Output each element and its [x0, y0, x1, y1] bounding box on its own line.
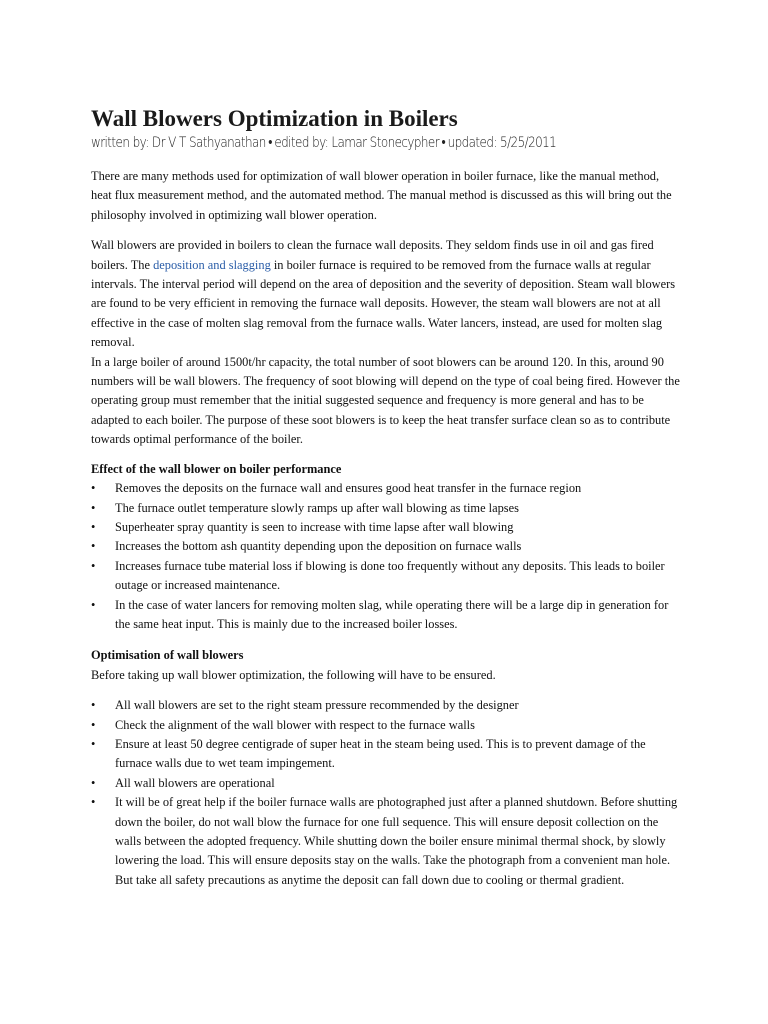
wall-blowers-paragraph — [91, 236, 681, 352]
bullet: • — [91, 736, 96, 751]
list-item: • Removes the deposits on the furnace wall and ensures good heat transfer in the furnace region — [91, 479, 681, 498]
bullet: • — [91, 698, 96, 713]
byline-author: written by: Dr V T Sathyanathan — [91, 134, 266, 151]
bullet: • — [91, 597, 96, 612]
list-item: • All wall blowers are operational — [91, 774, 681, 793]
list-item: • Ensure at least 50 degree centigrade of super heat in the steam being used. This is to prevent damage of the furnace walls due to wet team impingement. — [91, 736, 646, 771]
list-item: • All wall blowers are set to the right steam pressure recommended by the designer — [91, 696, 681, 715]
byline-updated: updated: 5/25/2011 — [447, 134, 557, 151]
optimisation-intro: Before taking up wall blower optimization, the following will have to be ensured. — [91, 667, 496, 682]
article-title: Wall Blowers Optimization in Boilers — [91, 106, 458, 131]
list-item: • In the case of water lancers for removing molten slag, while operating there will be a large dip in generation for the same heat input. This is mainly due to the increased boiler losses. — [91, 597, 669, 631]
list-item: • Increases furnace tube material loss if blowing is done too frequently without any deposits. This leads to boiler outage or increased maintenance. — [91, 558, 665, 593]
effect-list — [91, 479, 681, 634]
list-item: • Increases the bottom ash quantity depending upon the deposition on furnace walls — [91, 537, 681, 556]
paragraph-text: Wall blowers are provided in boilers to clean the furnace wall deposits. They seldom finds use in oil and gas fired boilers. The — [91, 238, 654, 272]
bullet: • — [91, 717, 96, 732]
bullet: • — [91, 558, 96, 573]
byline-separator: • — [268, 134, 272, 151]
paragraph-text: in boiler furnace is required to be removed from the furnace walls at regular intervals. The interval period will depend on the area of deposition and the severity of deposition. Steam wall blowers are found to be very efficient in removing the furnace wall deposits. However, the steam wall blowers are not at all effective in the case of molten slag removal from the furnace walls. Water lancers, instead, are used for molten slag removal. — [91, 257, 676, 350]
list-item: • The furnace outlet temperature slowly ramps up after wall blowing as time lapses — [91, 499, 681, 518]
bullet: • — [91, 500, 96, 515]
effect-heading: Effect of the wall blower on boiler performance — [91, 461, 342, 476]
bullet: • — [91, 539, 96, 554]
list-item: • Superheater spray quantity is seen to increase with time lapse after wall blowing — [91, 518, 681, 537]
bullet: • — [91, 775, 96, 790]
list-item: • Check the alignment of the wall blower with respect to the furnace walls — [91, 716, 681, 735]
bullet: • — [91, 795, 96, 810]
byline-separator: • — [441, 134, 446, 151]
bullet: • — [91, 481, 96, 496]
intro-paragraph: There are many methods used for optimization of wall blower operation in boiler furnace, like the manual method, heat flux measurement method, and the automated method. The manual method is discussed as this will bring out the philosophy involved in optimizing wall blower operation. — [91, 169, 672, 222]
bullet: • — [91, 519, 96, 534]
deposition-slagging-link[interactable]: deposition and slagging — [153, 257, 271, 272]
byline — [91, 134, 575, 152]
soot-blowers-paragraph: In a large boiler of around 1500t/hr capacity, the total number of soot blowers can be around 120. In this, around 90 numbers will be wall blowers. The frequency of soot blowing will depend on the type of coal being fired. However the operating group must remember that the initial suggested sequence and frequency is more general and has to be adapted to each boiler. The purpose of these soot blowers is to keep the heat transfer surface clean so as to contribute towards optimal performance of the boiler. — [91, 354, 680, 447]
byline-editor: edited by: Lamar Stonecypher — [274, 134, 440, 151]
article — [91, 105, 681, 890]
optimisation-heading: Optimisation of wall blowers — [91, 648, 244, 663]
list-item: • It will be of great help if the boiler furnace walls are photographed just after a planned shutdown. Before shutting down the boiler, do not wall blow the furnace for one full sequence. This will ensure deposit collection on the walls between the adopted frequency. While shutting down the boiler ensure minimal thermal shock, by slowly lowering the load. This will ensure deposits stay on the walls. Take the photograph from a convenient man hole. But take all safety precautions as anytime the deposit can fall down due to cooling or thermal gradient. — [91, 795, 678, 887]
optimisation-list — [91, 696, 681, 890]
